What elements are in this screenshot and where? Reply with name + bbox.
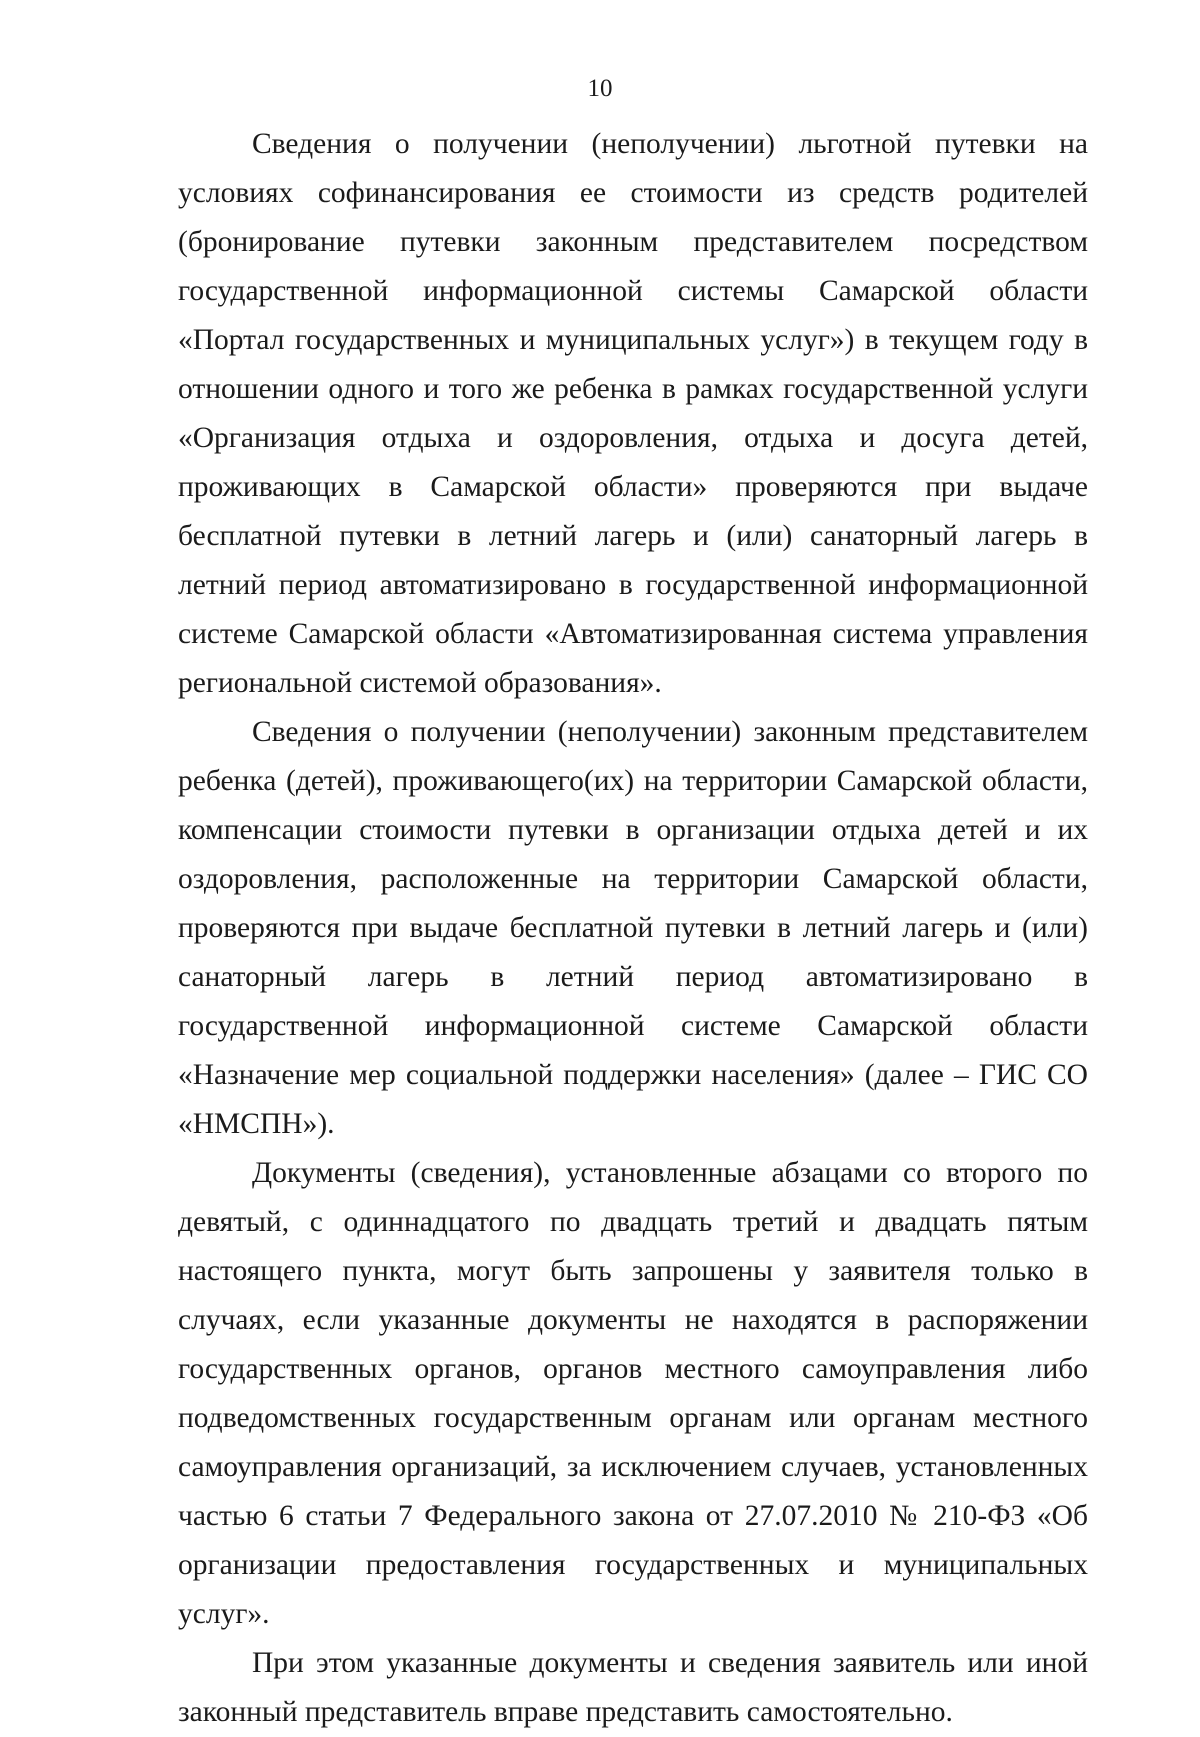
paragraph-requested-documents: Документы (сведения), установленные абзацами со второго по девятый, с одиннадцатого по двадцать третий и двадцать пятым настоящего пункта, могут быть запрошены у заявителя только в случаях, если указанные документы не находятся в распоряжении государственных органов, органов местного самоуправления либо подведомственных государственным органам или органам местного самоуправления организаций, за исключением случаев, установленных частью 6 статьи 7 Федерального закона от 27.07.2010 № 210-ФЗ «Об организации предоставления государственных и муниципальных услуг». (178, 1157, 1088, 1630)
paragraph-self-submission: При этом указанные документы и сведения заявитель или иной законный представитель вправе представить самостоятельно. (178, 1647, 1088, 1728)
page-number: 10 (587, 75, 613, 102)
paragraph-benefit-voucher-info: Сведения о получении (неполучении) льготной путевки на условиях софинансирования ее стоимости из средств родителей (бронирование путевки законным представителем посредством государственной информационной системы Самарской области «Портал государственных и муниципальных услуг») в текущем году в отношении одного и того же ребенка в рамках государственной услуги «Организация отдыха и оздоровления, отдыха и досуга детей, проживающих в Самарской области» проверяются при выдаче бесплатной путевки в летний лагерь и (или) санаторный лагерь в летний период автоматизировано в государственной информационной системе Самарской области «Автоматизированная система управления региональной системой образования». (178, 128, 1088, 699)
paragraph-compensation-info: Сведения о получении (неполучении) законным представителем ребенка (детей), проживающего(их) на территории Самарской области, компенсации стоимости путевки в организации отдыха детей и их оздоровления, расположенные на территории Самарской области, проверяются при выдаче бесплатной путевки в летний лагерь и (или) санаторный лагерь в летний период автоматизировано в государственной информационной системе Самарской области «Назначение мер социальной поддержки населения» (далее – ГИС СО «НМСПН»). (178, 716, 1088, 1140)
document-body (178, 120, 1088, 1737)
